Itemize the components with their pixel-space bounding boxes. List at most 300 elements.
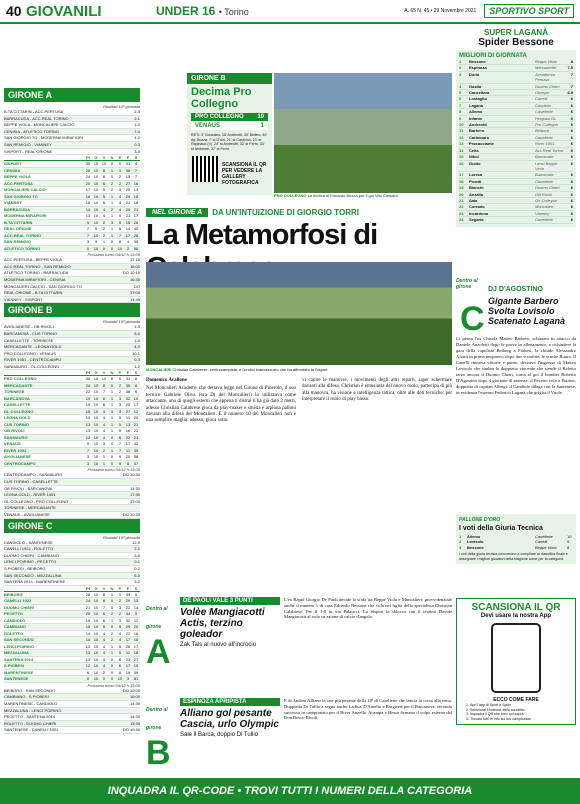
cell: 25 bbox=[125, 402, 131, 408]
score: 3-2 bbox=[134, 579, 140, 585]
cell: 0 bbox=[110, 434, 114, 440]
cell: 29 bbox=[125, 598, 131, 604]
col-head: Pt bbox=[86, 585, 90, 591]
col-head: F bbox=[126, 155, 130, 161]
cell: 17 bbox=[133, 402, 139, 408]
cell: 10 bbox=[93, 454, 99, 460]
cell: 1 bbox=[110, 447, 114, 453]
result-row bbox=[4, 135, 140, 142]
cell: 6 bbox=[118, 663, 122, 669]
match: S.PIOBESI - BEIBORG bbox=[4, 566, 46, 571]
issue-info: A. 65 N. 45 • 29 Novembre 2021 bbox=[404, 8, 477, 14]
box-a bbox=[146, 597, 452, 692]
cell: 10 bbox=[93, 180, 99, 186]
cell: BEIBORG bbox=[4, 591, 23, 597]
cell: 1 bbox=[110, 213, 114, 219]
cell: 35 bbox=[125, 382, 131, 388]
cell: 1 bbox=[110, 650, 114, 656]
cell: 0 bbox=[110, 663, 114, 669]
match: PRO COLLEGNO - VENAUS bbox=[4, 350, 57, 356]
cell: 16 bbox=[85, 193, 91, 199]
cell: 10 bbox=[93, 591, 99, 597]
cell: 15 bbox=[459, 154, 464, 160]
cell: 7 bbox=[459, 102, 462, 108]
cell: 16 bbox=[125, 428, 131, 434]
result-row bbox=[4, 109, 140, 116]
cell: 18 bbox=[133, 650, 139, 656]
right-subtitle: Spider Bessone bbox=[478, 37, 554, 48]
cell: 10 bbox=[93, 604, 99, 610]
result-row bbox=[4, 566, 140, 573]
result-row bbox=[4, 142, 140, 149]
cell: CUS TORINO bbox=[4, 421, 30, 427]
box-a-text: L'ex Rapid Giorgio De Paoli decide la sfida tra Beppe Viola e Moncalieri; provvidenziale anche il numero 1 di casa Edoardo Bessone che vola nel figlio dello specialista Christian Calabrese. Per il 1-0 in via Palaucci. La Sisport la sblocca con il terzino Davide Mangiacotti al volo su azione di calcio d'angolo. bbox=[284, 597, 452, 620]
cell: 6 bbox=[570, 178, 573, 184]
cell: 10 bbox=[93, 187, 99, 193]
cell: 20 bbox=[85, 180, 91, 186]
rank-row bbox=[459, 217, 573, 223]
cell: 0 bbox=[102, 245, 106, 251]
right-title: SUPER LAGANÀ bbox=[483, 28, 548, 37]
cell: 11 bbox=[133, 617, 139, 623]
cell: 10 bbox=[93, 382, 99, 388]
cell: 17 bbox=[133, 643, 139, 649]
cell: Moncalieri bbox=[535, 204, 554, 210]
cell: Beiborg bbox=[535, 128, 549, 134]
promo-title: Decima Pro Collegno bbox=[191, 86, 252, 110]
cell: 17 bbox=[125, 637, 131, 643]
cell: 4 bbox=[102, 408, 106, 414]
cell: Lostaglio bbox=[469, 96, 487, 102]
cell: 7 bbox=[570, 83, 573, 89]
results-head: Risultati 10ª giornata bbox=[103, 104, 140, 109]
cell: 3 bbox=[118, 187, 122, 193]
cell: 6 bbox=[86, 669, 90, 675]
box-b-kicker: ESPINOZA APRIPISTA bbox=[180, 698, 280, 706]
match: BEIBORG - SAN SECONDO bbox=[4, 687, 56, 693]
cell: CAMBIANO bbox=[4, 624, 26, 630]
match: CASELLETTE - TORINESE bbox=[4, 337, 54, 343]
cell: 10 bbox=[93, 656, 99, 662]
next-match-row bbox=[4, 257, 140, 264]
cell: 4 bbox=[102, 663, 106, 669]
cell: 27 bbox=[125, 180, 131, 186]
cell: 8 bbox=[102, 174, 106, 180]
cell: 10 bbox=[117, 245, 123, 251]
cell: 13 bbox=[85, 428, 91, 434]
cell: 16 bbox=[459, 160, 464, 166]
kicker-tag: NEL GIRONE A bbox=[146, 208, 208, 217]
girone-c-title: GIRONE C bbox=[4, 519, 140, 533]
time: 14:30 bbox=[129, 700, 140, 706]
cell: 10 bbox=[93, 669, 99, 675]
away-score: 1 bbox=[260, 123, 264, 129]
match: CANELLI 1922 - ROLETTO bbox=[4, 546, 54, 552]
cell: 2 bbox=[102, 226, 106, 232]
cell: CASELLETTE bbox=[4, 402, 31, 408]
cell: 7 bbox=[134, 174, 138, 180]
time: 14:45 bbox=[129, 296, 140, 302]
col-head: G bbox=[94, 155, 98, 161]
time: 16:00 bbox=[129, 263, 140, 269]
cell: Anzalla bbox=[469, 191, 484, 197]
headline-title: La Metamorfosi di bbox=[146, 219, 378, 251]
cell: 10 bbox=[93, 624, 99, 630]
cell: Barbero bbox=[469, 128, 485, 134]
cell: 14 bbox=[133, 187, 139, 193]
ranking-head: MIGLIORI DI GIORNATA bbox=[459, 53, 527, 59]
cell: 0 bbox=[110, 376, 114, 382]
cell: 6 bbox=[570, 134, 573, 140]
cell: 11 bbox=[459, 128, 464, 134]
match: BARCANOVA - CUS TORINO bbox=[4, 330, 58, 336]
cell: ATLETICO TORINO bbox=[4, 245, 41, 251]
col-head: N bbox=[110, 370, 114, 376]
cell: 1 bbox=[459, 59, 462, 64]
col-head: F bbox=[126, 585, 130, 591]
cell: 13 bbox=[85, 213, 91, 219]
cell: 14 bbox=[85, 630, 91, 636]
cell: 2 bbox=[110, 187, 114, 193]
match: AVIGLIANESE - OB RIVOLI bbox=[4, 324, 54, 330]
cell: 2 bbox=[102, 669, 106, 675]
cell: 35 bbox=[133, 447, 139, 453]
cell: 0 bbox=[110, 656, 114, 662]
cell: Guido bbox=[469, 160, 481, 166]
category-label: UNDER 16 bbox=[156, 4, 216, 18]
cell: 9 bbox=[118, 454, 122, 460]
cell: 9 bbox=[118, 460, 122, 466]
box-a-label: Dentro al girone bbox=[146, 606, 168, 630]
cell: 8 bbox=[134, 376, 138, 382]
col-head: S bbox=[134, 585, 138, 591]
cell: 19 bbox=[85, 395, 91, 401]
cell: 3 bbox=[118, 395, 122, 401]
cell: 21 bbox=[85, 604, 91, 610]
article-text-1: Nel Moncalieri Academy che dettava legge nel Girone di Pinerolo, il suo tecnico Gabriele Oliva (ora Dt del Moncalieri) lo utilizzava come attaccante, uno di quegli esterni che appena ti distrai ti ha già dato 2 metri, adesso Christian Calabrese gioca da play-maker e smista e arpiona palloni davanti alla difesa del Moncalieri. E il numero 10 del Moncalieri non è una semplice maglia: adesso, gioca sotto. bbox=[146, 386, 296, 424]
cell: MARENTINESE bbox=[4, 669, 34, 675]
cell: 0 bbox=[86, 245, 90, 251]
right-column bbox=[456, 28, 576, 227]
cell: 7 bbox=[118, 441, 122, 447]
time: 16:00 bbox=[129, 694, 140, 700]
cell: 14 bbox=[133, 604, 139, 610]
next-match-row bbox=[4, 688, 140, 695]
cell: 14 bbox=[85, 637, 91, 643]
cell: 20 bbox=[125, 206, 131, 212]
cell: 6 bbox=[570, 115, 573, 121]
box-a-kicker: DE PAOLI VALE 3 PUNTI bbox=[180, 597, 280, 605]
cell: 28 bbox=[85, 167, 91, 173]
cell: 13 bbox=[85, 650, 91, 656]
cell: 20 bbox=[459, 191, 464, 197]
cell: 16 bbox=[133, 637, 139, 643]
cell: 2 bbox=[118, 382, 122, 388]
cell: 3 bbox=[459, 544, 462, 550]
time: DO 10:30 bbox=[122, 472, 140, 478]
cell: 10 bbox=[101, 161, 107, 167]
cell: 81 bbox=[133, 676, 139, 682]
cell: 6 bbox=[570, 191, 573, 197]
cell: 22 bbox=[125, 630, 131, 636]
cell: Allemo bbox=[469, 109, 483, 115]
cell: 10 bbox=[101, 376, 107, 382]
cell: 10 bbox=[93, 376, 99, 382]
cell: 19 bbox=[133, 663, 139, 669]
cell: 3 bbox=[102, 441, 106, 447]
cell: 16 bbox=[133, 630, 139, 636]
cell: 1 bbox=[110, 643, 114, 649]
cell: 1 bbox=[102, 460, 106, 466]
cell: PRO COLLEGNO bbox=[4, 376, 37, 382]
cell: 10 bbox=[93, 428, 99, 434]
cell: 2 bbox=[110, 180, 114, 186]
cell: 10 bbox=[93, 676, 99, 682]
score: 12-0 bbox=[131, 539, 140, 545]
cell: Procacciante bbox=[469, 141, 494, 147]
cell: 5 bbox=[102, 624, 106, 630]
cell: 6 bbox=[102, 402, 106, 408]
qr-text: SCANSIONA IL QR PER VEDERE LA GALLERY FOTOGRAFICA bbox=[222, 162, 267, 186]
cell: 10 bbox=[93, 630, 99, 636]
score: 5-0 bbox=[134, 330, 140, 336]
cell: Doria bbox=[469, 71, 480, 77]
col-head: S bbox=[134, 370, 138, 376]
cell: 10 bbox=[93, 617, 99, 623]
cell: 10 bbox=[93, 213, 99, 219]
col-head bbox=[4, 586, 84, 591]
cell: 7 bbox=[86, 226, 90, 232]
score: 4-2 bbox=[134, 135, 140, 141]
cell: Ob Colleyse bbox=[535, 197, 557, 203]
result-row bbox=[4, 559, 140, 566]
ranking-box bbox=[456, 50, 576, 227]
next-match-row bbox=[4, 708, 140, 715]
cell: 13 bbox=[85, 421, 91, 427]
cell: 24 bbox=[459, 217, 464, 223]
cell: Bessone bbox=[469, 59, 486, 64]
score: 1-0 bbox=[134, 122, 140, 128]
cell: 10 bbox=[93, 650, 99, 656]
cell: 0 bbox=[110, 239, 114, 245]
cell: 6 bbox=[570, 210, 573, 216]
girone-b-title: GIRONE B bbox=[4, 303, 140, 317]
cell: 9 bbox=[86, 219, 90, 225]
cell: 6 bbox=[570, 141, 573, 147]
next-head: Prossimo turno 04/12 h.15:00 bbox=[87, 467, 140, 473]
cell: 29 bbox=[125, 193, 131, 199]
cell: 4 bbox=[118, 637, 122, 643]
cell: 21 bbox=[133, 206, 139, 212]
pallone-title: I voti della Giuria Tecnica bbox=[459, 525, 543, 532]
match: SAN GIORGIO TO - MODERNA MIRAFIORI bbox=[4, 135, 83, 141]
cell: OL.COLLEGNO bbox=[4, 408, 34, 414]
result-row bbox=[4, 129, 140, 136]
cell: 20 bbox=[85, 611, 91, 617]
next-match-row bbox=[4, 290, 140, 297]
cell: 10 bbox=[93, 441, 99, 447]
match: VIANNEY - SISPORT bbox=[4, 296, 43, 302]
cell: SISPORT bbox=[4, 161, 22, 167]
cell: 3 bbox=[118, 604, 122, 610]
cell: 6 bbox=[102, 611, 106, 617]
scan-step: 1. Apri l'app di Sport e Sport bbox=[470, 703, 572, 708]
dj-text: Ci pensa l'ex Chisola Matteo Barbero, schierato in attacco da Daniele Anzoletti dopo le prove in allenamento, a richiudere la gara della capolista Beiborg a Piobesi, la chiude Alessandro Aliotti in prima neopuero; dopo due sconfitte, le vinche Ruuro. Il Canelli rinnova vittorie e punto, decisivo l'ingresso di Matteo Lovisolo che timbra la doppietta vincente che stende il Roletto terzo ancora il Duomo Chieri, torna al gol il bomber Roberto D'Agostino dopo 4 giornate di assenza; il Pecetto vola a Poirino, doppietta di capitan Albrigi; il Candiolo dilaga con la Santenese, in evidenza l'esterno Federico Laganà che griglia il Vuole. bbox=[456, 336, 576, 395]
cell: 0 bbox=[110, 161, 114, 167]
article-col-2: vi capire le manovre, i movimenti degli altri reparti, saper schermare davanti alla difesa. Christian è entusiasta del nuovo ruolo, partecipa di più alla manovra, ha visione e intelligenza tattica, oltre alle doti tecniche: per interpretare il ruolo di play basso. bbox=[302, 378, 452, 403]
col-head: F bbox=[126, 370, 130, 376]
home-score-bar bbox=[191, 113, 268, 121]
match: RIVER 1951 - CENTROCAMPO bbox=[4, 357, 62, 363]
col-head: N bbox=[110, 585, 114, 591]
cell: 7 bbox=[134, 167, 138, 173]
article-col-1 bbox=[146, 378, 296, 425]
pallone-box bbox=[456, 514, 576, 564]
cell: 0 bbox=[110, 245, 114, 251]
col-head: P bbox=[118, 155, 122, 161]
cell: 4 bbox=[102, 637, 106, 643]
match: VENAUS - AVIGLIANESE bbox=[4, 512, 50, 518]
cell: Incardona bbox=[469, 210, 489, 216]
page-header bbox=[0, 0, 580, 24]
cell: Acc.Real Torino bbox=[535, 147, 564, 153]
cell: 6 bbox=[570, 154, 573, 160]
cell: Sala bbox=[469, 197, 478, 203]
cell: 30 bbox=[85, 161, 91, 167]
col-head: Pt bbox=[86, 370, 90, 376]
cell: 4 bbox=[102, 656, 106, 662]
cell: 7.5 bbox=[567, 65, 573, 71]
cell: 11 bbox=[125, 447, 131, 453]
cell: 0 bbox=[110, 624, 114, 630]
scan-step: 4. Trovare tutti le info sul tuo campionato bbox=[470, 717, 572, 722]
newspaper-logo: SPORTIVO SPORT bbox=[484, 4, 574, 18]
cell: 3 bbox=[118, 408, 122, 414]
cell: Olympic bbox=[535, 90, 550, 96]
cell: Casellette bbox=[535, 109, 553, 115]
cell: SANTENESE bbox=[4, 676, 29, 682]
next-match-row bbox=[4, 721, 140, 728]
cell: 6 bbox=[570, 147, 573, 153]
cell: 3 bbox=[118, 402, 122, 408]
cell: 2 bbox=[110, 206, 114, 212]
cell: 0 bbox=[118, 161, 122, 167]
cell: LENCI POIRINO bbox=[4, 643, 35, 649]
cell: 4 bbox=[459, 83, 462, 89]
scan-sub: Devi usare la nostra App bbox=[480, 613, 552, 619]
cell: 10 bbox=[133, 395, 139, 401]
cell: 0 bbox=[110, 460, 114, 466]
cell: CANDIOLO bbox=[4, 617, 26, 623]
cell: 8 bbox=[102, 167, 106, 173]
cell: 1 bbox=[118, 591, 122, 597]
cell: Carbonaro bbox=[469, 134, 490, 140]
match: CENISIA - ATLETICO TORINO bbox=[4, 128, 59, 134]
cell: Corrado bbox=[469, 204, 485, 210]
scan-step: 2. Seleziona il bottone dello scudetto bbox=[470, 708, 572, 713]
cell: 4 bbox=[102, 650, 106, 656]
cell: 1 bbox=[110, 617, 114, 623]
cell: 22 bbox=[133, 428, 139, 434]
cell: 0 bbox=[118, 376, 122, 382]
cell: BARRACUDA bbox=[4, 206, 30, 212]
cell: 8 bbox=[102, 591, 106, 597]
cell: Mercadante bbox=[535, 65, 557, 71]
box-b-title: Alliano gol pesante Cascia, urlo Olympic bbox=[180, 708, 279, 730]
cell: 22 bbox=[125, 604, 131, 610]
byline: Domenico Avallone bbox=[146, 378, 187, 383]
cell: 5 bbox=[118, 643, 122, 649]
cell: 17 bbox=[85, 187, 91, 193]
cell: 3 bbox=[86, 460, 90, 466]
box-b-letter: B bbox=[146, 734, 171, 772]
score: 0-2 bbox=[134, 566, 140, 571]
col-head bbox=[4, 155, 84, 160]
cell: 10 bbox=[93, 395, 99, 401]
cell: 12 bbox=[133, 408, 139, 414]
cell: 1 bbox=[110, 389, 114, 395]
cell: 6 bbox=[570, 197, 573, 203]
cell: 39 bbox=[125, 591, 131, 597]
cell: 1 bbox=[110, 591, 114, 597]
cell: Beppe Viola bbox=[535, 544, 557, 550]
cell: 1 bbox=[110, 193, 114, 199]
cell: BEPPE VIOLA bbox=[4, 174, 31, 180]
cell: 17 bbox=[125, 663, 131, 669]
cell: 6 bbox=[118, 226, 122, 232]
col-head: V bbox=[102, 155, 106, 161]
caption-who: PRO COLLEGNO bbox=[274, 193, 307, 198]
result-row bbox=[4, 553, 140, 560]
cell: Barracuda bbox=[535, 154, 554, 160]
box-b-text: E di Andrea Alliano la rete più pesante della 10ª di Casellette che lancia la corsa alla vetta. Doppietta Di Tullio a segno anche Ladisa, D'Amelio e Borgione per il Barcanova, secondo successo in campionato per il River Anzella. Acampa e Hesse firmano il colpo esterno del Don Bosco Rivoli. bbox=[284, 698, 452, 721]
cell: REAL ORIONE bbox=[4, 226, 32, 232]
qr-code-icon[interactable] bbox=[192, 156, 218, 182]
cell: 4 bbox=[102, 643, 106, 649]
cell: 10 bbox=[459, 122, 464, 128]
caption2-who: MONCALIERI bbox=[146, 367, 172, 372]
cell: 5 bbox=[134, 591, 138, 597]
result-row bbox=[4, 122, 140, 129]
cell: 5 bbox=[102, 200, 106, 206]
cell: PECETTO bbox=[4, 611, 23, 617]
cell: 31 bbox=[125, 376, 131, 382]
cell: S.PIOBESI bbox=[4, 663, 25, 669]
cell: 20 bbox=[133, 415, 139, 421]
cell: 3 bbox=[110, 219, 114, 225]
cell: 10 bbox=[93, 421, 99, 427]
cell: 10 bbox=[93, 408, 99, 414]
cell: 22 bbox=[85, 389, 91, 395]
cell: Accademia Pertusa bbox=[535, 71, 555, 83]
caption2-text: Christian Calabrese, centrocampista, e l'undici biancazzurro che ha affrontato la Sisport bbox=[172, 367, 328, 372]
cell: SANTENA 2014 bbox=[4, 656, 34, 662]
match: REAL ORIONE - B.TA CITTARIN bbox=[4, 290, 63, 296]
next-match-row bbox=[4, 264, 140, 271]
cell: 4 bbox=[102, 206, 106, 212]
cell: 5 bbox=[118, 415, 122, 421]
cell: 6 bbox=[570, 109, 573, 115]
cell: AVIGLIANESE bbox=[4, 454, 31, 460]
score: 1-2 bbox=[134, 363, 140, 369]
cell: 1 bbox=[110, 226, 114, 232]
cell: 15 bbox=[85, 408, 91, 414]
next-head: Prossimo turno 04/12 h.15:00 bbox=[87, 252, 140, 258]
kicker-text: DA UN'INTUIZIONE DI GIORGIO TORRI bbox=[212, 208, 359, 217]
cell: Vianney bbox=[535, 210, 550, 216]
cell: 30 bbox=[85, 376, 91, 382]
girone-a-title: GIRONE A bbox=[4, 88, 140, 102]
